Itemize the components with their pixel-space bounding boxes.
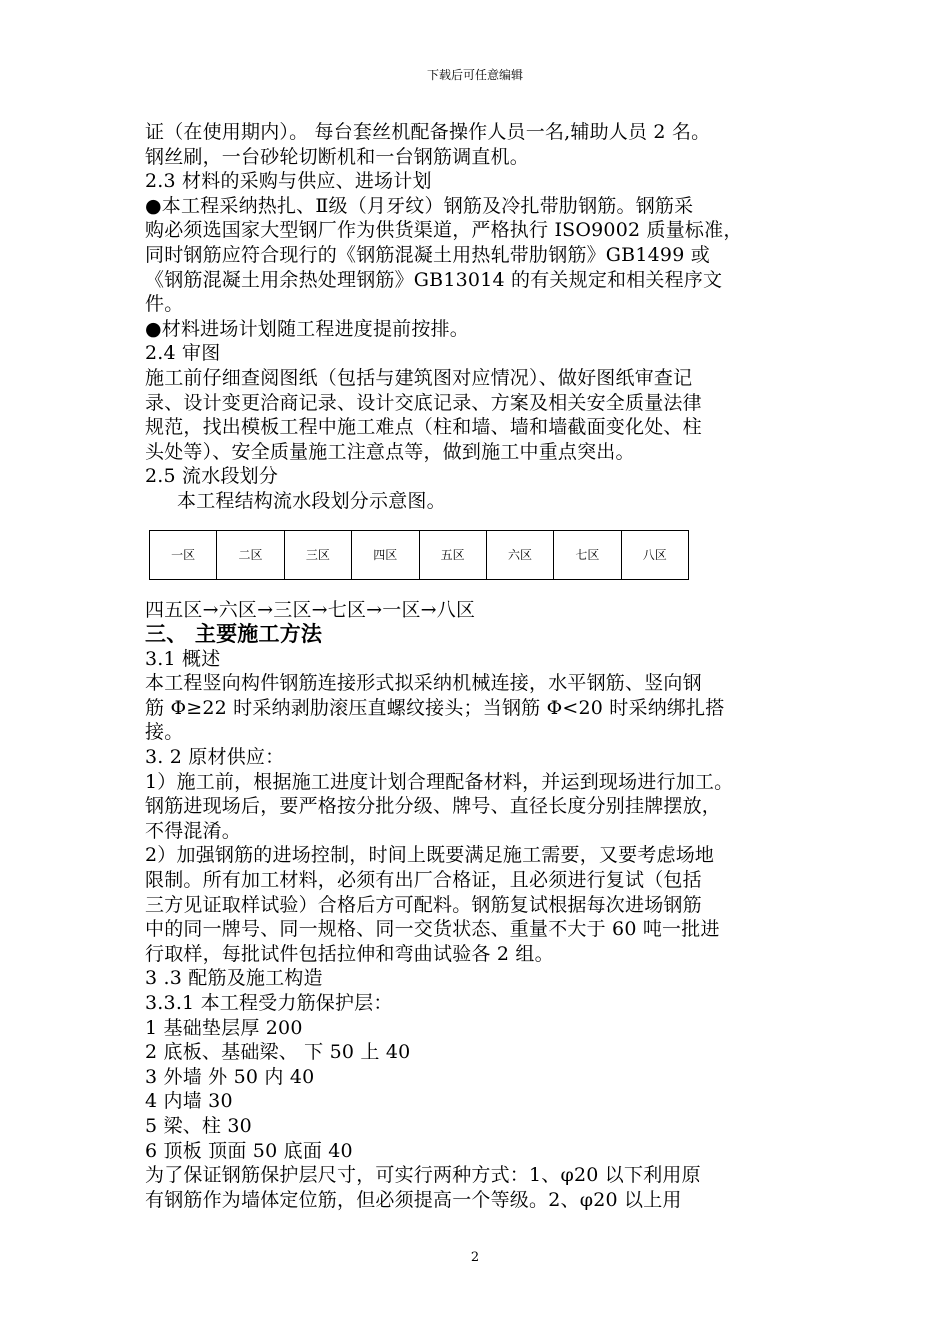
text-line: 1）施工前，根据施工进度计划合理配备材料，并运到现场进行加工。	[145, 770, 734, 793]
text-line: 3. 2 原材供应：	[145, 746, 285, 769]
zone-cell: 六区	[487, 531, 554, 579]
zone-cell: 八区	[642, 548, 667, 562]
page-number: 2	[470, 1250, 480, 1265]
text-line: 规范，找出模板工程中施工难点（柱和墙、墙和墙截面变化处、柱	[145, 416, 702, 439]
text-line: 本工程竖向构件钢筋连接形式拟采纳机械连接，水平钢筋、竖向钢	[145, 672, 702, 695]
text-line: 《钢筋混凝土用余热处理钢筋》GB13014 的有关规定和相关程序文	[145, 268, 723, 291]
text-line: 2 底板、基础梁、 下 50 上 40	[145, 1041, 411, 1064]
text-line: 件。	[145, 293, 184, 316]
text-line: 2.5 流水段划分	[145, 465, 279, 488]
text-line: 购必须选国家大型钢厂作为供货渠道，严格执行 ISO9002 质量标准，	[145, 219, 743, 242]
text-line: 3.1 概述	[145, 647, 221, 670]
document-body	[145, 120, 825, 1212]
text-line: 头处等）、安全质量施工注意点等，做到施工中重点突出。	[145, 440, 635, 463]
text-line: 2.3 材料的采购与供应、进场计划	[145, 170, 432, 193]
zone-cell: 三区	[285, 531, 352, 579]
text-line: 不得混淆。	[145, 819, 242, 842]
text-line: ●材料进场计划随工程进度提前按排。	[145, 317, 469, 340]
text-line: 2）加强钢筋的进场控制，时间上既要满足施工需要，又要考虑场地	[145, 844, 715, 867]
text-line: 筋 Φ≥22 时采纳剥肋滚压直螺纹接头；当钢筋 Φ<20 时采纳绑扎搭	[145, 696, 725, 719]
text-line: 1 基础垫层厚 200	[145, 1016, 303, 1039]
text-line: 2.4 审图	[145, 342, 221, 365]
text-line: 为了保证钢筋保护层尺寸，可实行两种方式：1、φ20 以下利用原	[145, 1164, 701, 1187]
zone-cell: 一区	[150, 531, 217, 579]
text-line: 5 梁、柱 30	[145, 1114, 252, 1137]
text-line: 钢丝刷，一台砂轮切断机和一台钢筋调直机。	[145, 145, 530, 168]
text-line: 录、设计变更洽商记录、设计交底记录、方案及相关安全质量法律	[145, 391, 702, 414]
flow-section-table	[149, 530, 689, 580]
text-line: 同时钢筋应符合现行的《钢筋混凝土用热轧带肋钢筋》GB1499 或	[145, 243, 710, 266]
zone-cell: 七区	[554, 531, 621, 579]
text-line: 中的同一牌号、同一规格、同一交货状态、重量不大于 60 吨一批进	[145, 918, 720, 941]
section-3-text	[145, 647, 825, 1213]
text-line: 3 外墙 外 50 内 40	[145, 1065, 315, 1088]
text-line: 证（在使用期内）。 每台套丝机配备操作人员一名,辅助人员 2 名。	[145, 121, 711, 143]
section-2-text	[145, 120, 825, 489]
text-line: 6 顶板 顶面 50 底面 40	[145, 1139, 353, 1162]
text-line: 3.3.1 本工程受力筋保护层：	[145, 992, 393, 1014]
page-header: 下载后可任意编辑	[426, 68, 523, 82]
text-line: 4 内墙 30	[145, 1090, 233, 1113]
text-line: 3 .3 配筋及施工构造	[145, 967, 323, 990]
text-line: 施工前仔细查阅图纸（包括与建筑图对应情况）、做好图纸审查记	[145, 366, 693, 389]
section-title: 三、 主要施工方法	[145, 621, 323, 647]
text-line: 行取样，每批试件包括拉伸和弯曲试验各 2 组。	[145, 942, 554, 965]
text-line: 限制。所有加工材料，必须有出厂合格证，且必须进行复试（包括	[145, 869, 702, 892]
zone-cell: 四区	[352, 531, 419, 579]
zone-cell: 二区	[217, 531, 284, 579]
zone-intro: 本工程结构流水段划分示意图。	[177, 489, 446, 512]
text-line: ●本工程采纳热扎、Ⅱ级（月牙纹）钢筋及冷扎带肋钢筋。钢筋采	[145, 194, 694, 217]
text-line: 接。	[145, 721, 184, 744]
zone-cell: 五区	[420, 531, 487, 579]
text-line: 三方见证取样试验）合格后方可配料。钢筋复试根据每次进场钢筋	[145, 893, 702, 916]
flow-sequence: 四五区→六区→三区→七区→一区→八区	[145, 598, 476, 621]
text-line: 钢筋进现场后，要严格按分批分级、牌号、直径长度分别挂牌摆放，	[145, 795, 722, 818]
text-line: 有钢筋作为墙体定位筋，但必须提高一个等级。2、φ20 以上用	[145, 1188, 682, 1211]
